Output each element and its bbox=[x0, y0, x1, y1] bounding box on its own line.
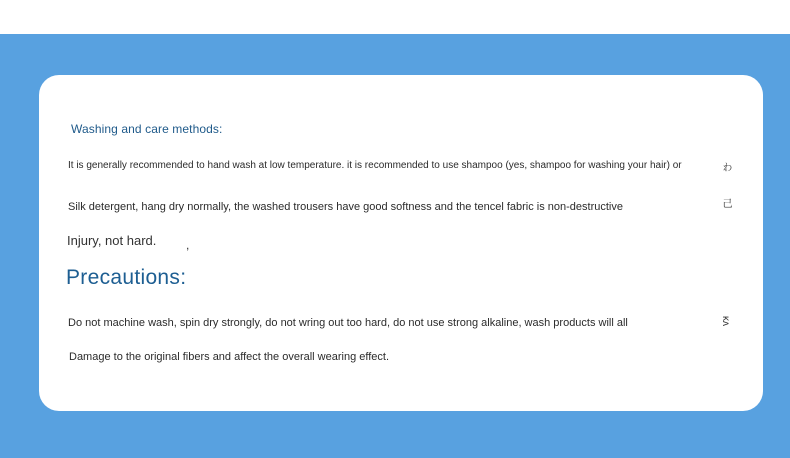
precautions-text-line-2: Damage to the original fibers and affect the overall wearing effect. bbox=[69, 351, 390, 363]
side-mark-1: わ bbox=[720, 162, 731, 172]
stray-comma: , bbox=[186, 238, 190, 252]
side-mark-2: 己 bbox=[720, 198, 731, 208]
precautions-heading: Precautions: bbox=[66, 266, 187, 289]
washing-text-line-2: Silk detergent, hang dry normally, the washed trousers have good softness and the tencel fabric is non-destructive bbox=[68, 201, 623, 213]
precautions-text-line-1: Do not machine wash, spin dry strongly, do not wring out too hard, do not use strong alkaline, wash products will all bbox=[68, 317, 628, 329]
care-instructions-card bbox=[39, 75, 763, 411]
washing-text-line-1: It is generally recommended to hand wash at low temperature. it is recommended to use shampoo (yes, shampoo for washing your hair) or bbox=[68, 160, 682, 171]
side-mark-3: ᴋᴧ bbox=[720, 316, 731, 326]
washing-care-heading: Washing and care methods: bbox=[71, 122, 223, 136]
washing-text-line-3: Injury, not hard. bbox=[67, 233, 157, 248]
